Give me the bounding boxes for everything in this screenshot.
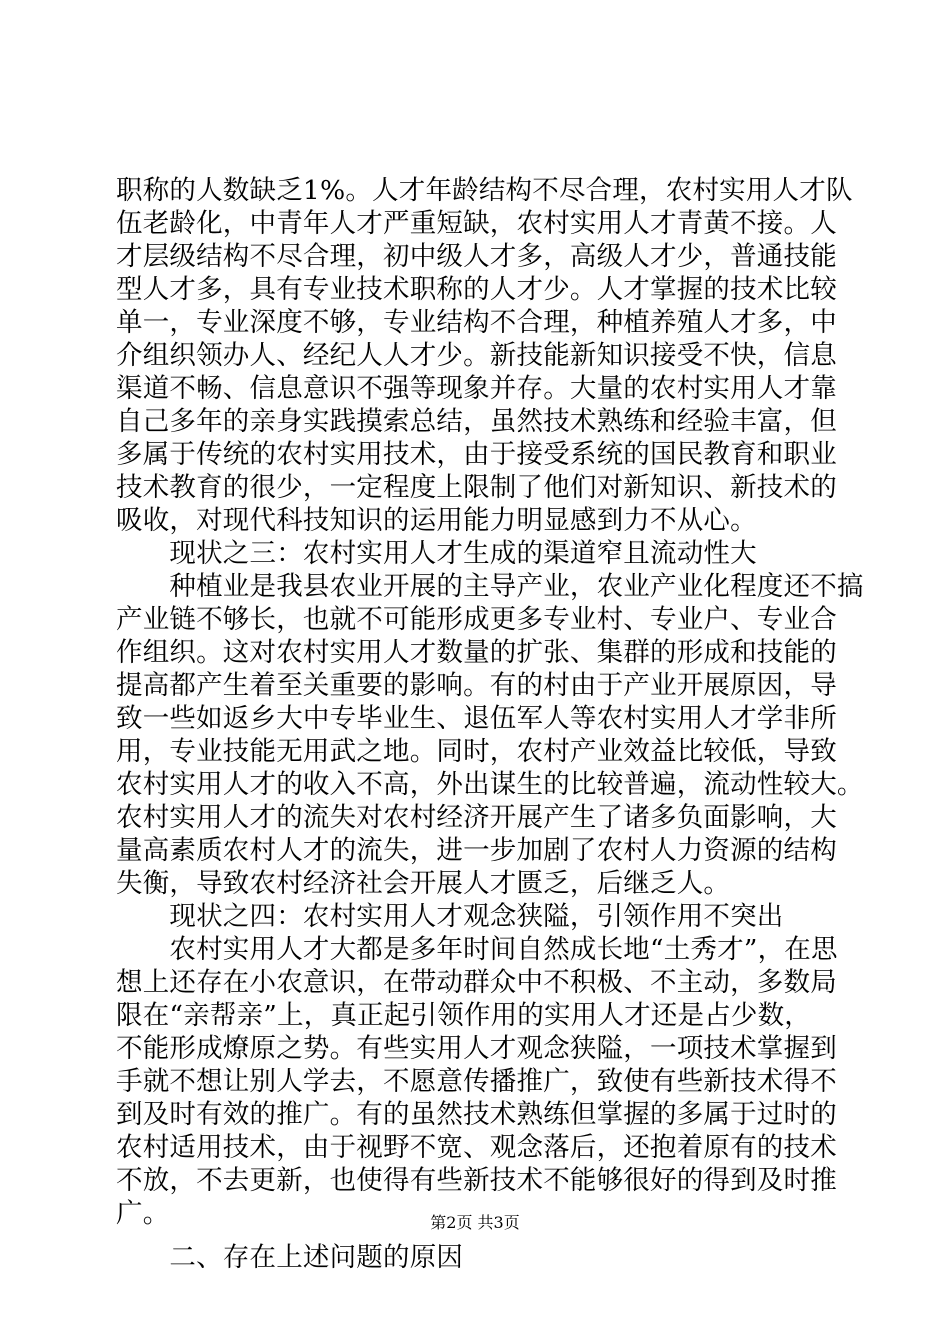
text-line: 才层级结构不尽合理，初中级人才多，高级人才少，普通技能 — [116, 241, 837, 272]
section-heading: 现状之四：农村实用人才观念狭隘，引领作用不突出 — [116, 901, 784, 932]
section-heading: 二、存在上述问题的原因 — [116, 1242, 464, 1273]
text-line: 型人才多，具有专业技术职称的人才少。人才掌握的技术比较 — [116, 274, 837, 305]
text-line: 吸收，对现代科技知识的运用能力明显感到力不从心。 — [116, 505, 757, 536]
text-line: 职称的人数缺乏1%。人才年龄结构不尽合理，农村实用人才队 — [116, 175, 853, 206]
text-line: 想上还存在小农意识，在带动群众中不积极、不主动，多数局 — [116, 967, 837, 998]
text-line: 自己多年的亲身实践摸索总结，虽然技术熟练和经验丰富，但 — [116, 406, 837, 437]
text-line: 手就不想让别人学去，不愿意传播推广，致使有些新技术得不 — [116, 1066, 837, 1097]
section-heading: 现状之三：农村实用人才生成的渠道窄且流动性大 — [116, 538, 757, 569]
text-line: 单一，专业深度不够，专业结构不合理，种植养殖人才多，中 — [116, 307, 837, 338]
text-line: 产业链不够长，也就不可能形成更多专业村、专业户、专业合 — [116, 604, 837, 635]
page-footer: 第2页 共3页 — [430, 1213, 520, 1232]
text-line: 介组织领办人、经纪人人才少。新技能新知识接受不快，信息 — [116, 340, 837, 371]
text-line: 农村实用人才的收入不高，外出谋生的比较普遍，流动性较大。 — [116, 769, 864, 800]
text-line: 广。 — [116, 1198, 170, 1229]
text-line: 作组织。这对农村实用人才数量的扩张、集群的形成和技能的 — [116, 637, 837, 668]
text-line: 技术教育的很少，一定程度上限制了他们对新知识、新技术的 — [116, 472, 837, 503]
text-line: 失衡，导致农村经济社会开展人才匮乏，后继乏人。 — [116, 868, 731, 899]
text-line: 伍老龄化，中青年人才严重短缺，农村实用人才青黄不接。人 — [116, 208, 837, 239]
text-line: 不放，不去更新，也使得有些新技术不能够很好的得到及时推 — [116, 1165, 837, 1196]
text-line: 用，专业技能无用武之地。同时，农村产业效益比较低，导致 — [116, 736, 837, 767]
text-line: 农村实用人才的流失对农村经济开展产生了诸多负面影响，大 — [116, 802, 837, 833]
text-line: 多属于传统的农村实用技术，由于接受系统的国民教育和职业 — [116, 439, 837, 470]
text-line: 到及时有效的推广。有的虽然技术熟练但掌握的多属于过时的 — [116, 1099, 837, 1130]
body-text — [116, 174, 864, 1274]
text-line: 量高素质农村人才的流失，进一步加剧了农村人力资源的结构 — [116, 835, 837, 866]
text-line: 农村实用人才大都是多年时间自然成长地“土秀才”，在思 — [116, 934, 838, 965]
text-line: 限在“亲帮亲”上，真正起引领作用的实用人才还是占少数， — [116, 1000, 811, 1031]
text-line: 农村适用技术，由于视野不宽、观念落后，还抱着原有的技术 — [116, 1132, 837, 1163]
text-line: 渠道不畅、信息意识不强等现象并存。大量的农村实用人才靠 — [116, 373, 837, 404]
text-line: 种植业是我县农业开展的主导产业，农业产业化程度还不搞 — [116, 571, 864, 602]
text-line: 致一些如返乡大中专毕业生、退伍军人等农村实用人才学非所 — [116, 703, 837, 734]
text-line: 提高都产生着至关重要的影响。有的村由于产业开展原因，导 — [116, 670, 837, 701]
text-line: 不能形成燎原之势。有些实用人才观念狭隘，一项技术掌握到 — [116, 1033, 837, 1064]
